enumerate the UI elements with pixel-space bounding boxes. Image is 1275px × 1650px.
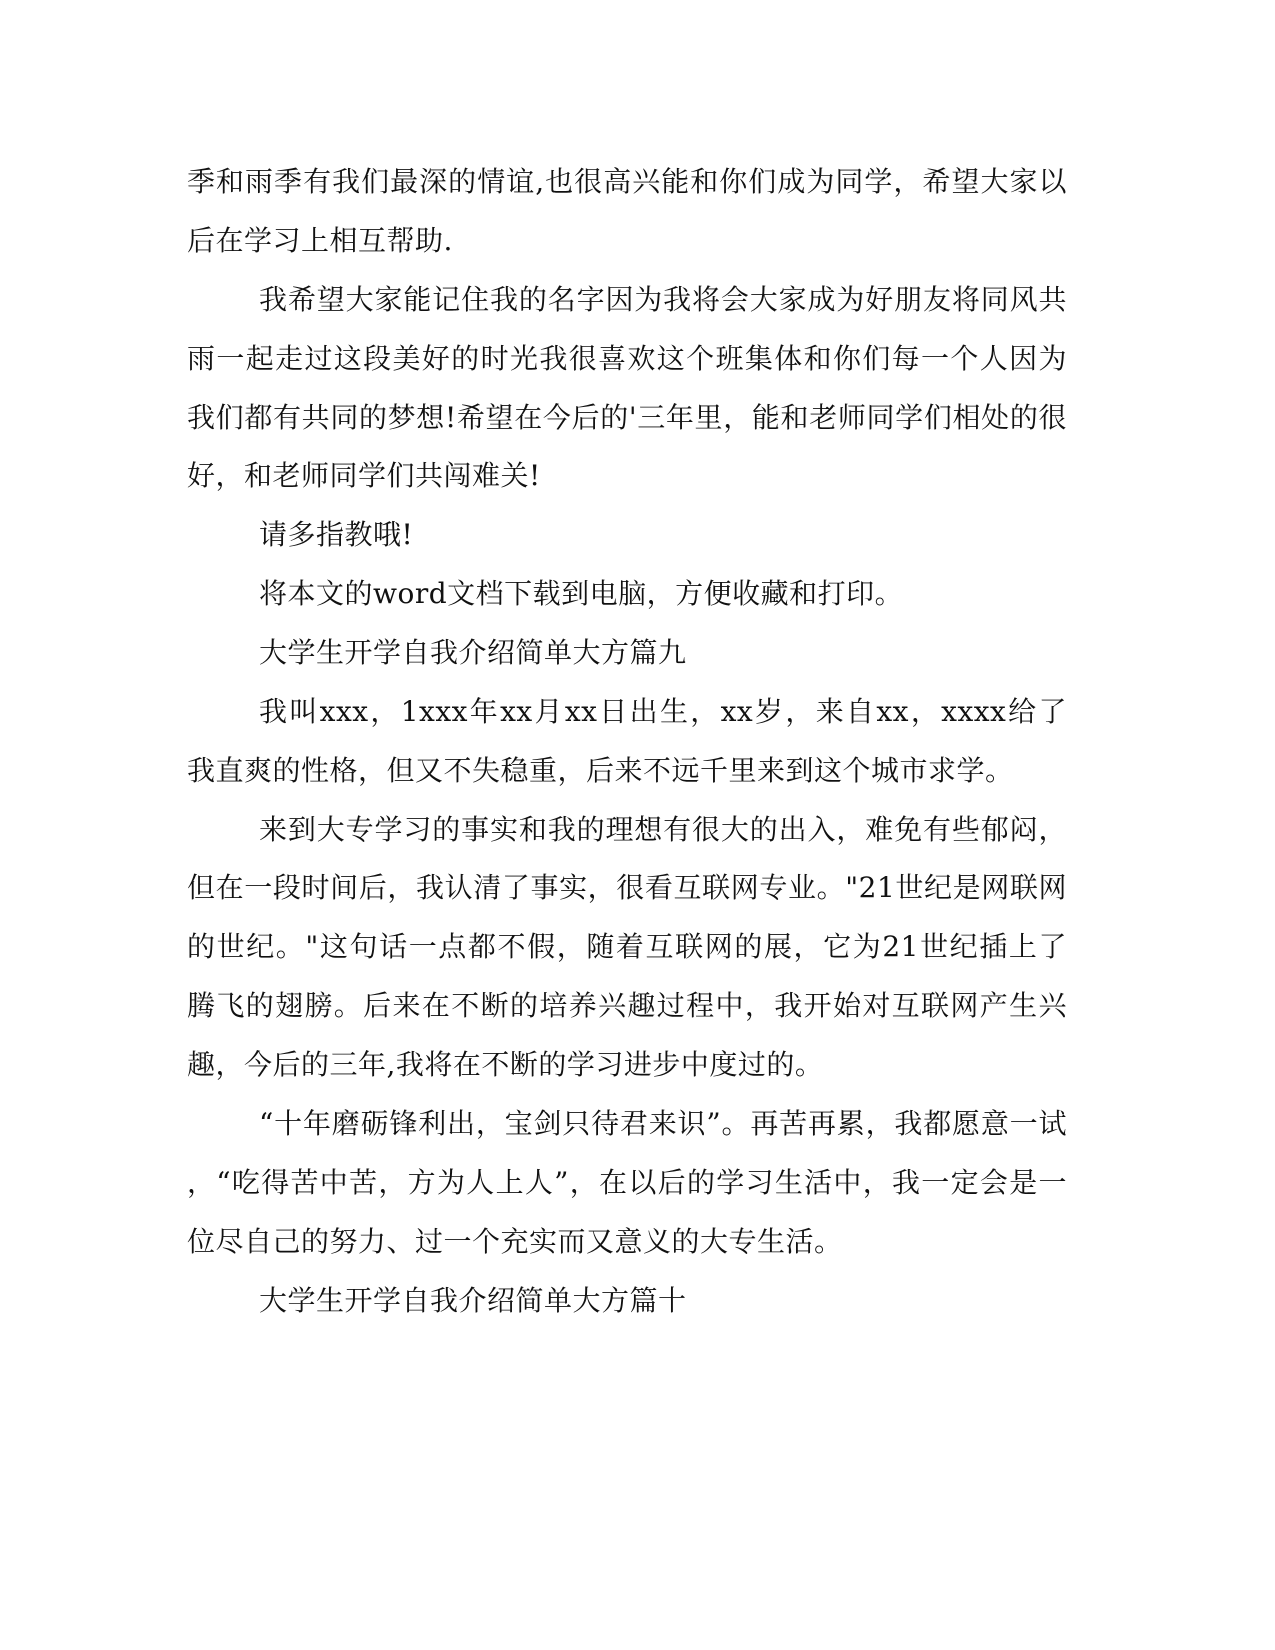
text-line: “十年磨砺锋利出，宝剑只待君来识”。再苦再累，我都愿意一试 — [259, 1107, 1067, 1140]
text-line: 请多指教哦! — [259, 518, 414, 551]
text-line: 将本文的word文档下载到电脑，方便收藏和打印。 — [259, 577, 904, 610]
text-line: 我希望大家能记住我的名字因为我将会大家成为好朋友将同风共 — [259, 283, 1067, 316]
text-line: 位尽自己的努力、过一个充实而又意义的大专生活。 — [187, 1225, 843, 1258]
text-line: 来到大专学习的事实和我的理想有很大的出入，难免有些郁闷， — [259, 813, 1067, 846]
text-line: 的世纪。"这句话一点都不假，随着互联网的展，它为21世纪插上了 — [187, 930, 1067, 963]
text-line: 但在一段时间后，我认清了事实，很看互联网专业。"21世纪是网联网 — [187, 871, 1067, 904]
text-line: 季和雨季有我们最深的情谊,也很高兴能和你们成为同学，希望大家以 — [187, 165, 1067, 198]
text-line: 我们都有共同的梦想!希望在今后的'三年里，能和老师同学们相处的很 — [187, 401, 1067, 434]
text-line: 趣，今后的三年,我将在不断的学习进步中度过的。 — [187, 1048, 824, 1081]
text-line: 雨一起走过这段美好的时光我很喜欢这个班集体和你们每一个人因为 — [187, 342, 1067, 375]
text-line: 我直爽的性格，但又不失稳重，后来不远千里来到这个城市求学。 — [187, 754, 1014, 787]
section-heading: 大学生开学自我介绍简单大方篇九 — [259, 636, 687, 669]
text-line: 我叫xxx，1xxx年xx月xx日出生，xx岁，来自xx，xxxx给了 — [259, 695, 1067, 728]
section-heading: 大学生开学自我介绍简单大方篇十 — [259, 1284, 687, 1317]
text-line: 腾飞的翅膀。后来在不断的培养兴趣过程中，我开始对互联网产生兴 — [187, 989, 1067, 1022]
text-line: ，“吃得苦中苦，方为人上人”，在以后的学习生活中，我一定会是一 — [187, 1166, 1067, 1199]
text-line: 后在学习上相互帮助. — [187, 224, 453, 257]
text-line: 好，和老师同学们共闯难关! — [187, 459, 541, 492]
